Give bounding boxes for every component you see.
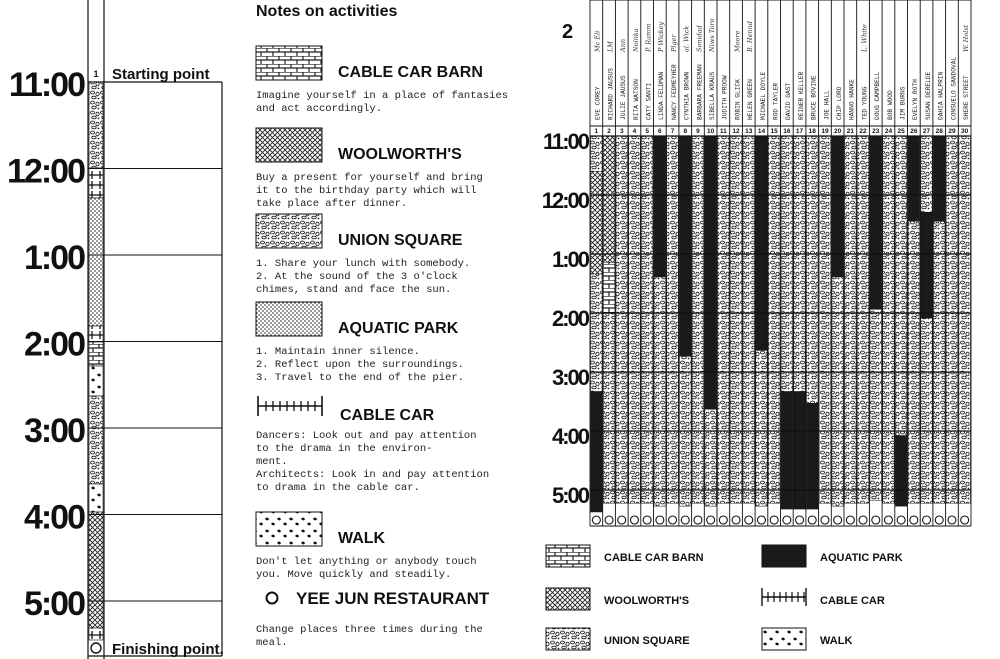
schedule-cell <box>819 136 831 503</box>
start-number: 1 <box>93 69 99 79</box>
time-label: 2:00 <box>551 306 588 331</box>
schedule-cell <box>921 136 933 212</box>
activity-note-line: take place after dinner. <box>256 198 408 210</box>
cable-car-track-icon <box>258 396 322 416</box>
time-label: 11:00 <box>542 129 588 154</box>
activity-title: WOOLWORTH'S <box>338 146 462 163</box>
participant-signature: Mc Eli <box>593 30 602 52</box>
schedule-cell <box>946 136 958 503</box>
schedule-cell <box>921 212 933 318</box>
restaurant-circle <box>834 516 842 524</box>
notes-on-activities <box>256 3 508 649</box>
score-segment <box>89 342 103 366</box>
schedule-cell <box>756 136 768 350</box>
schedule-cell <box>794 136 806 392</box>
participant-number: 27 <box>922 128 931 135</box>
activity-note-line: Don't let anything or anybody touch <box>256 556 477 568</box>
time-label: 4:00 <box>23 498 84 537</box>
score-segment <box>89 82 103 168</box>
legend-swatch <box>762 628 806 650</box>
score-segment <box>89 628 103 640</box>
legend-label: CABLE CAR BARN <box>604 552 704 564</box>
activity-note-line: 2. Reflect upon the surroundings. <box>256 359 464 371</box>
restaurant-circle <box>707 516 715 524</box>
activity-note-line: you. Move quickly and steadily. <box>256 569 452 581</box>
participant-name: BRUCE BOVINE <box>810 75 818 120</box>
time-label: 1:00 <box>23 239 84 277</box>
activity-wool <box>256 128 483 210</box>
activity-note-line: 1. Maintain inner silence. <box>256 346 420 358</box>
legend-swatch <box>546 545 590 567</box>
schedule-cell <box>768 136 780 503</box>
schedule-cell <box>616 136 628 503</box>
score-segment <box>89 198 103 326</box>
activity-title: UNION SQUARE <box>338 232 463 249</box>
restaurant-circle <box>948 516 956 524</box>
participant-signature: Noinka <box>631 28 640 52</box>
participant-name: SHERE STREET <box>963 75 970 120</box>
schedule-cell <box>807 403 819 509</box>
notes-heading: Notes on activities <box>256 3 398 20</box>
restaurant-circle <box>808 516 816 524</box>
restaurant-circle <box>910 516 918 524</box>
participant-number: 20 <box>834 128 842 135</box>
restaurant-circle <box>592 516 600 524</box>
activity-walk <box>256 512 477 581</box>
score-segment <box>89 512 103 628</box>
activity-aquatic <box>256 302 464 384</box>
restaurant-circle <box>961 516 969 524</box>
participant-number: 18 <box>808 128 816 135</box>
activity-swatch <box>256 214 322 248</box>
participant-name: LINDA FELDMAN <box>658 71 666 120</box>
restaurant-circle <box>656 516 664 524</box>
restaurant-circle <box>757 516 765 524</box>
schedule-cell <box>591 274 603 392</box>
schedule-cell <box>718 136 730 503</box>
schedule-cell <box>680 136 692 356</box>
restaurant-circle <box>618 516 626 524</box>
activity-swatch <box>256 46 322 80</box>
participant-number: 8 <box>683 128 688 135</box>
participant-number: 21 <box>846 128 854 135</box>
schedule-cell <box>934 136 946 221</box>
activity-barn <box>256 46 508 115</box>
restaurant-circle <box>719 516 727 524</box>
participant-number: 7 <box>670 128 675 135</box>
activity-note-line: chimes, stand and face the sun. <box>256 284 452 296</box>
participant-name: TED YOUNG <box>861 86 869 120</box>
participant-number: 22 <box>859 128 867 135</box>
legend-label: WALK <box>820 635 853 647</box>
participant-number: 2 <box>607 128 611 135</box>
activity-note-line: to the drama in the environ- <box>256 443 433 455</box>
participant-number: 1 <box>594 128 599 135</box>
activity-note-line: meal. <box>256 637 288 649</box>
activity-note-line: Architects: Look in and pay attention <box>256 469 490 481</box>
participant-name: DAHIA HALPRIN <box>937 71 945 120</box>
participant-name: NANCY FEDMEYHER <box>670 64 678 120</box>
schedule-cell <box>692 136 704 503</box>
participant-name: CHIP LORD <box>836 86 843 120</box>
starting-point-label: Starting point <box>112 66 210 83</box>
time-label: 1:00 <box>551 247 588 272</box>
activity-swatch <box>256 302 322 336</box>
participant-signature: P Wickey <box>657 21 666 52</box>
participant-signature: B. Hennd <box>746 21 755 52</box>
legend-swatch <box>546 628 590 650</box>
schedule-cell <box>603 136 615 262</box>
participant-name: EVE COREY <box>594 86 602 120</box>
schedule-cell <box>895 436 907 507</box>
activity-title: YEE JUN RESTAURANT <box>296 589 490 608</box>
schedule-cell <box>667 136 679 503</box>
participant-name: BARBARA FREEMAN <box>696 64 704 120</box>
activity-title: AQUATIC PARK <box>338 320 459 337</box>
restaurant-circle <box>897 516 905 524</box>
schedule-cell <box>654 136 666 277</box>
participant-number: 10 <box>707 128 715 135</box>
legend-swatch <box>762 545 806 567</box>
restaurant-circle <box>605 516 613 524</box>
activity-note-line: Imagine yourself in a place of fantasies <box>256 90 509 102</box>
schedule-cell <box>832 136 844 277</box>
activity-note-line: Buy a present for yourself and bring <box>256 172 483 184</box>
activity-cablecar <box>256 396 489 494</box>
time-label: 3:00 <box>551 365 588 390</box>
schedule-cell <box>857 136 869 503</box>
activity-note-line: Dancers: Look out and pay attention <box>256 430 477 442</box>
participant-name: EVELYN ROTH <box>912 79 920 120</box>
schedule-cell <box>908 221 920 503</box>
score-segment <box>89 168 103 198</box>
schedule-cell <box>781 136 793 392</box>
participant-name: ROD TAYLER <box>772 82 780 120</box>
schedule-cell <box>756 350 768 506</box>
participant-name: DOUG CAMPBELL <box>874 71 882 120</box>
participant-name: RITA WATSON <box>632 79 640 120</box>
restaurant-circle <box>846 516 854 524</box>
legend-swatch <box>546 588 590 610</box>
finishing-point-label: Finishing point, <box>112 641 224 658</box>
activity-note-line: ment. <box>256 456 288 468</box>
participant-number: 29 <box>948 128 956 135</box>
participant-signature: Niws Toro <box>708 18 716 52</box>
score-segment <box>89 366 103 396</box>
activity-note-line: Change places three times during the <box>256 624 483 636</box>
schedule-cell <box>883 136 895 503</box>
schedule-cell <box>807 136 819 403</box>
activity-note-line: 3. Travel to the end of the pier. <box>256 372 464 384</box>
schedule-cell <box>832 277 844 506</box>
activity-swatch <box>256 128 322 162</box>
activity-note-line: to drama in the cable car. <box>256 482 420 494</box>
time-label: 4:00 <box>551 424 588 449</box>
schedule-cell <box>934 221 946 503</box>
time-label: 3:00 <box>23 412 84 450</box>
participant-number: 14 <box>757 128 766 135</box>
activity-note-line: it to the birthday party which will <box>256 185 477 197</box>
participant-name: JOE HALL <box>823 90 831 120</box>
restaurant-circle-icon <box>267 593 278 604</box>
participant-number: 25 <box>897 128 905 135</box>
participant-number: 6 <box>658 128 662 135</box>
schedule-cell <box>603 312 615 503</box>
schedule-cell <box>603 262 615 312</box>
activity-title: CABLE CAR <box>340 407 435 424</box>
participant-number: 12 <box>732 128 740 135</box>
activity-note-line: 1. Share your lunch with somebody. <box>256 258 471 270</box>
participant-name: ROBIN GLICK <box>734 79 742 120</box>
participant-signature: W. Holst <box>962 24 970 52</box>
score-segment <box>89 326 103 342</box>
legend-label: WOOLWORTH'S <box>604 595 690 607</box>
restaurant-circle <box>694 516 702 524</box>
schedule-cell <box>591 136 603 171</box>
restaurant-circle <box>630 516 638 524</box>
restaurant-circle <box>770 516 778 524</box>
score-segment <box>89 396 103 484</box>
activity-note-line: 2. At the sound of the 3 o'clock <box>256 271 458 283</box>
participant-name: MICHAEL DOYLE <box>759 71 767 120</box>
score-segment <box>89 484 103 512</box>
schedule-cell <box>921 318 933 503</box>
restaurant-circle <box>783 516 791 524</box>
participant-name: HELEN GREEN <box>747 79 755 120</box>
activity-title: WALK <box>338 530 386 547</box>
restaurant-circle <box>859 516 867 524</box>
page-number: 2 <box>562 21 574 43</box>
group-schedule-matrix <box>542 0 971 526</box>
participant-signature: LM <box>606 41 615 52</box>
participant-name: BOB WOOD <box>886 90 894 120</box>
schedule-cell <box>705 136 717 409</box>
participant-name: REINER KELLER <box>797 71 805 120</box>
activity-note-line: and act accordingly. <box>256 103 383 115</box>
restaurant-circle <box>796 516 804 524</box>
schedule-cell <box>629 136 641 503</box>
participant-name: CYNTHIA BROWN <box>683 71 691 120</box>
participant-name: DAVID GAST <box>785 82 793 120</box>
participant-signature: Sonidad <box>695 25 704 52</box>
participant-number: 15 <box>770 128 778 135</box>
participant-number: 19 <box>821 128 829 135</box>
participant-name: HANNO HANKE <box>848 79 856 120</box>
participant-signature: Plger <box>669 34 678 52</box>
participant-signature: Ann <box>619 38 628 52</box>
time-label: 12:00 <box>541 188 588 213</box>
participant-number: 4 <box>632 128 637 135</box>
legend-label: CABLE CAR <box>820 595 885 607</box>
restaurant-circle <box>681 516 689 524</box>
schedule-cell <box>794 392 806 510</box>
participant-signature: L. White <box>860 24 869 52</box>
participant-signature: P. Ramm <box>644 23 653 52</box>
participant-signature: Moore <box>733 30 742 52</box>
activity-swatch <box>256 512 322 546</box>
legend-label: UNION SQUARE <box>604 635 690 647</box>
participant-name: RICHARD JAUSUS <box>607 68 615 120</box>
participant-number: 16 <box>783 128 791 135</box>
schedule-cell <box>870 309 882 500</box>
time-label: 5:00 <box>551 483 588 508</box>
restaurant-circle <box>821 516 829 524</box>
participant-number: 11 <box>719 128 727 135</box>
time-label: 11:00 <box>8 66 84 104</box>
schedule-cell <box>845 136 857 503</box>
restaurant-circle <box>923 516 931 524</box>
participant-name: CATY SANTI <box>645 82 653 120</box>
finish-circle <box>91 643 101 653</box>
participant-name: JIM BURNS <box>899 86 907 120</box>
participant-number: 30 <box>961 128 969 135</box>
participant-number: 28 <box>935 128 943 135</box>
schedule-cell <box>591 392 603 512</box>
restaurant-circle <box>669 516 677 524</box>
participant-number: 3 <box>619 128 624 135</box>
schedule-cell <box>959 136 971 503</box>
schedule-cell <box>705 409 717 506</box>
activity-union <box>256 214 470 296</box>
schedule-cell <box>654 277 666 506</box>
restaurant-circle <box>745 516 753 524</box>
restaurant-circle <box>884 516 892 524</box>
participant-number: 17 <box>795 128 804 135</box>
schedule-cell <box>591 171 603 274</box>
schedule-cell <box>743 136 755 503</box>
participant-number: 23 <box>872 128 880 135</box>
participant-name: JUDITH PROOW <box>721 75 729 120</box>
legend-label: AQUATIC PARK <box>820 552 903 564</box>
participant-name: CONSUELO SANDOVAL <box>950 56 958 120</box>
time-label: 5:00 <box>23 585 84 623</box>
schedule-cell <box>908 136 920 221</box>
schedule-cell <box>730 136 742 503</box>
participant-number: 9 <box>696 128 700 135</box>
pattern-legend <box>546 545 903 650</box>
participant-number: 5 <box>645 128 649 135</box>
restaurant-circle <box>872 516 880 524</box>
participant-number: 26 <box>910 128 918 135</box>
schedule-cell <box>870 136 882 309</box>
schedule-cell <box>781 392 793 510</box>
participant-name: SIBELLA KRAUS <box>709 71 716 120</box>
schedule-cell <box>895 136 907 436</box>
activity-title: CABLE CAR BARN <box>338 64 483 81</box>
participant-number: 24 <box>884 128 893 135</box>
schedule-cell <box>641 136 653 503</box>
restaurant-circle <box>935 516 943 524</box>
participant-signature: al. Wick <box>682 25 691 52</box>
restaurant-circle <box>643 516 651 524</box>
time-label: 2:00 <box>23 325 84 364</box>
restaurant-circle <box>732 516 740 524</box>
participant-number: 13 <box>745 128 753 135</box>
participant-name: SUSAN DERELDE <box>924 71 932 120</box>
activity-yee <box>256 589 490 649</box>
time-label: 12:00 <box>7 152 84 191</box>
individual-score <box>7 0 224 659</box>
participant-name: JULIE JAUSUS <box>620 75 628 120</box>
